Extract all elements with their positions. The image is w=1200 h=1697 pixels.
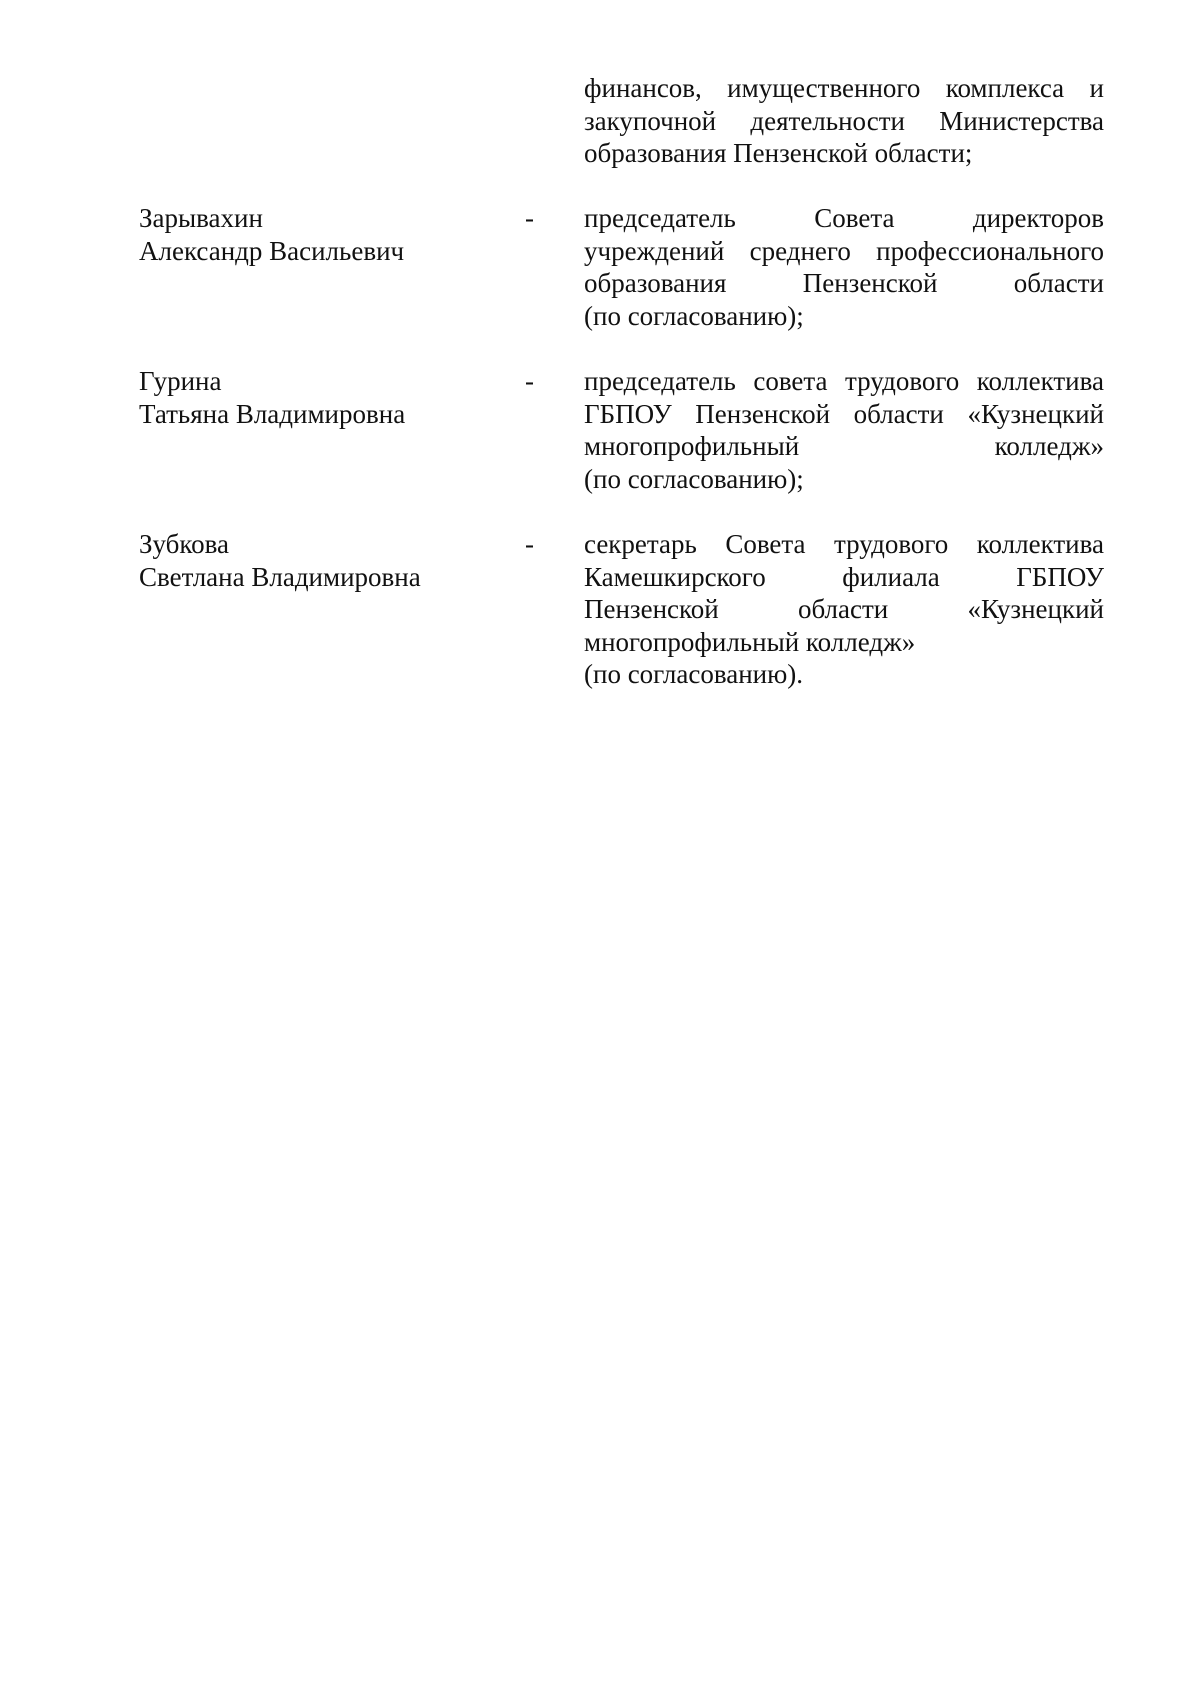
description-line: председатель совета трудового коллектива	[584, 366, 1104, 396]
member-role-description	[584, 365, 1104, 495]
description-line: (по согласованию);	[584, 463, 804, 494]
description-line: ГБПОУ Пензенской области «Кузнецкий	[584, 398, 1104, 429]
description-line: председатель Совета директоров	[584, 203, 1104, 233]
separator-dash: -	[525, 529, 534, 559]
description-line: секретарь Совета трудового коллектива	[584, 529, 1104, 559]
description-line: многопрофильный колледж»	[584, 431, 1104, 462]
member-surname: Зарывахин	[139, 203, 263, 233]
description-line: образования Пензенской области	[584, 268, 1104, 299]
description-line: финансов, имущественного комплекса и	[584, 73, 1104, 103]
description-line: Пензенской области «Кузнецкий	[584, 594, 1104, 625]
description-line: Камешкирского филиала ГБПОУ	[584, 561, 1104, 592]
separator-dash: -	[525, 366, 534, 396]
member-surname: Гурина	[139, 366, 222, 396]
description-line: закупочной деятельности Министерства	[584, 105, 1104, 136]
description-line: образования Пензенской области;	[584, 138, 973, 169]
member-given-names: Татьяна Владимировна	[139, 398, 406, 429]
member-role-description	[584, 72, 1104, 170]
member-name	[139, 202, 539, 267]
member-role-description	[584, 528, 1104, 691]
description-line: (по согласованию).	[584, 659, 804, 690]
member-role-description	[584, 202, 1104, 332]
description-line: (по согласованию);	[584, 300, 804, 331]
member-surname: Зубкова	[139, 529, 230, 559]
description-line: учреждений среднего профессионального	[584, 235, 1104, 266]
member-name	[139, 365, 539, 430]
member-given-names: Светлана Владимировна	[139, 561, 421, 592]
description-line: многопрофильный колледж»	[584, 626, 916, 657]
member-given-names: Александр Васильевич	[139, 235, 405, 266]
member-name	[139, 528, 539, 593]
separator-dash: -	[525, 203, 534, 233]
